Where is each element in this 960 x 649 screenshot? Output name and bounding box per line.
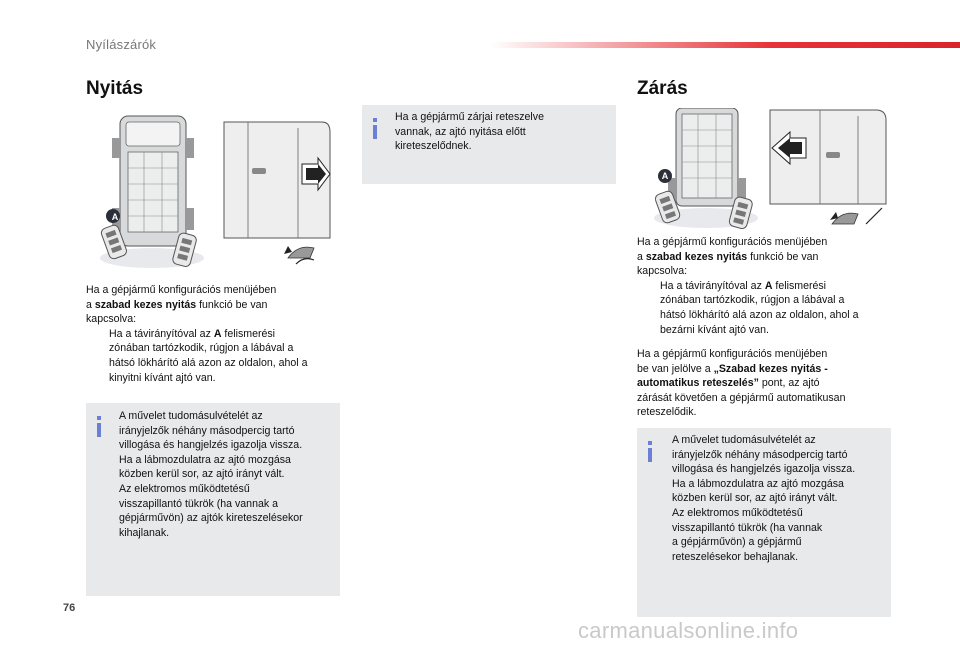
text-line [86, 298, 336, 313]
text-line: irányjelzők néhány másodpercig tartó [119, 424, 295, 437]
text-line: Ha a lábmozdulatra az ajtó mozgása [672, 477, 844, 490]
header-accent-bar [490, 42, 960, 48]
bold-term: automatikus reteszelés” [637, 377, 759, 390]
text-run: a [86, 298, 95, 311]
text-run: Ha a távirányítóval az [660, 279, 765, 292]
text-line [637, 250, 897, 265]
note-text [395, 110, 610, 154]
text-line: zónában tartózkodik, rúgjon a lábával a [109, 342, 294, 355]
text-line: közben kerül sor, az ajtó irányt vált. [672, 492, 838, 505]
text-line: Ha a gépjármű konfigurációs menüjében [637, 348, 828, 360]
text-line [660, 279, 897, 294]
left-intro-paragraph [86, 283, 336, 385]
text-line: visszapillantó tükrök (ha vannak a [119, 497, 278, 510]
text-line: Ha a lábmozdulatra az ajtó mozgása [119, 453, 291, 466]
text-run: funkció be van [196, 298, 268, 311]
right-intro-paragraph [637, 235, 897, 337]
van-side-door-closing-illustration [766, 108, 892, 230]
text-line: Ha a gépjármű zárjai reteszelve [395, 111, 544, 123]
note-text [672, 433, 887, 564]
text-run: felismerési [221, 327, 276, 340]
text-line: közben kerül sor, az ajtó irányt vált. [119, 468, 285, 481]
text-line: A művelet tudomásulvételét az [672, 434, 816, 446]
text-line: reteszelésekor behajlanak. [672, 550, 799, 563]
watermark-text: carmanualsonline.info [578, 618, 799, 643]
bold-term: „Szabad kezes nyitás - [713, 362, 828, 375]
text-run: felismerési [772, 279, 827, 292]
middle-info-note [362, 105, 616, 184]
text-run: pont, az ajtó [758, 377, 820, 390]
text-line: kapcsolva: [86, 313, 137, 326]
bold-term: A [764, 279, 773, 292]
text-run: be van jelölve a [637, 362, 714, 375]
text-line: hátsó lökhárító alá azon az oldalon, ahol a [660, 308, 859, 321]
page-number: 76 [63, 602, 76, 614]
van-top-view-illustration [96, 108, 216, 270]
text-line: a gépjárművön) a gépjármű [672, 536, 802, 549]
bullet-item [86, 327, 336, 385]
bold-term: szabad kezes nyitás [645, 250, 748, 263]
heading-opening: Nyitás [86, 78, 144, 99]
text-line [637, 376, 897, 391]
van-side-door-illustration [218, 118, 336, 270]
zone-a-label: A [661, 171, 669, 181]
text-line: reteszelődik. [637, 406, 697, 419]
section-title: Nyílászárók [86, 37, 157, 52]
text-run: a [637, 250, 646, 263]
text-line [637, 362, 897, 377]
text-line: irányjelzők néhány másodpercig tartó [672, 448, 848, 461]
text-line: Ha a gépjármű konfigurációs menüjében [637, 236, 828, 248]
text-line: A művelet tudomásulvételét az [119, 410, 263, 422]
bold-term: A [213, 327, 222, 340]
text-run: funkció be van [747, 250, 819, 263]
text-line: kinyitni kívánt ajtó van. [109, 371, 216, 384]
text-line: kihajlanak. [119, 526, 170, 539]
text-line: Az elektromos működtetésű [672, 506, 803, 519]
heading-closing: Zárás [637, 78, 688, 99]
text-line: vannak, az ajtó nyitása előtt [395, 125, 526, 138]
text-line: visszapillantó tükrök (ha vannak [672, 521, 823, 534]
text-line: kapcsolva: [637, 265, 688, 278]
bullet-item [637, 279, 897, 337]
right-info-note [637, 428, 891, 617]
text-line: villogása és hangjelzés igazolja vissza. [672, 463, 856, 476]
bold-term: szabad kezes nyitás [94, 298, 197, 311]
text-line: bezárni kívánt ajtó van. [660, 323, 769, 336]
text-line: Ha a gépjármű konfigurációs menüjében [86, 284, 277, 296]
text-run: Ha a távirányítóval az [109, 327, 214, 340]
note-text [119, 409, 334, 540]
zone-a-label: A [111, 212, 119, 222]
text-line: gépjárművön) az ajtók kireteszelésekor [119, 512, 303, 525]
text-line: zárását követően a gépjármű automatikusan [637, 391, 846, 404]
text-line: kireteszelődnek. [395, 140, 472, 153]
text-line: hátsó lökhárító alá azon az oldalon, ahol a [109, 356, 308, 369]
text-line: villogása és hangjelzés igazolja vissza. [119, 439, 303, 452]
text-line: zónában tartózkodik, rúgjon a lábával a [660, 294, 845, 307]
text-line: Az elektromos működtetésű [119, 482, 250, 495]
text-line [109, 327, 336, 342]
left-info-note [86, 403, 340, 596]
right-auto-lock-paragraph [637, 347, 897, 420]
